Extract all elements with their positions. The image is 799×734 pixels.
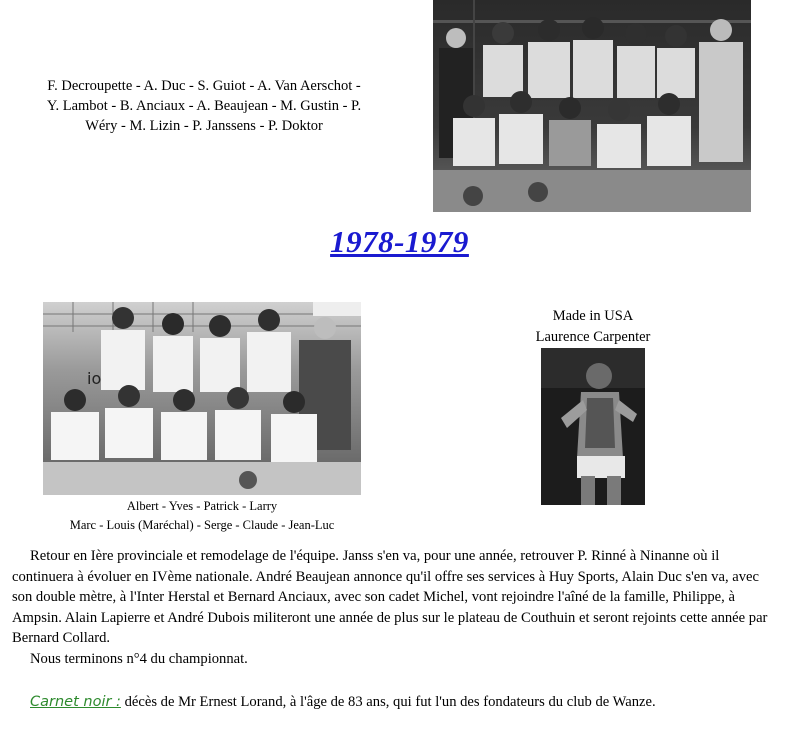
usa-caption-line-2: Laurence Carpenter (535, 329, 651, 345)
team-photo-1978-1979-image (43, 302, 361, 495)
season-title: 1978-1979 (330, 224, 469, 259)
obituary-note (30, 694, 790, 711)
team-photo-previous-season-image (433, 0, 751, 212)
team-photo-previous-season (433, 0, 751, 212)
svg-text:io: io (87, 369, 102, 388)
usa-player-photo-image (541, 348, 645, 505)
top-names-line-3: Wéry - M. Lizin - P. Janssens - P. Doktor (85, 118, 323, 134)
usa-player-photo (541, 348, 645, 505)
obituary-text: décès de Mr Ernest Lorand, à l'âge de 83 ans, qui fut l'un des fondateurs du club de Wanze. (124, 694, 656, 710)
usa-caption-line-1: Made in USA (552, 308, 634, 324)
top-names-line-1: F. Decroupette - A. Duc - S. Guiot - A. Van Aerschot - (47, 78, 361, 94)
usa-player-caption (500, 306, 686, 348)
team-photo-caption (20, 497, 384, 535)
team-caption-line-2: Marc - Louis (Maréchal) - Serge - Claude - Jean-Luc (69, 518, 335, 532)
story-paragraph-2: Nous terminons n°4 du championnat. (30, 650, 248, 667)
team-caption-line-1: Albert - Yves - Patrick - Larry (126, 499, 278, 513)
top-names-line-2: Y. Lambot - B. Anciaux - A. Beaujean - M. Gustin - P. (46, 98, 362, 114)
team-photo-1978-1979 (43, 302, 361, 495)
season-story (12, 546, 772, 669)
story-paragraph-1: Retour en Ière provinciale et remodelage de l'équipe. Janss s'en va, pour une année, retrouver P. Rinné à Ninanne où il continuera à évoluer en IVème nationale. André Beaujean annonce qu'il offre ses services à Huy Sports, Alain Duc s'en va, avec son double mètre, à l'Inter Herstal et Bernard Anciaux, avec son cadet Michel, vont rejoindre l'aîné de la famille, Philippe, à Ampsin. Alain Lapierre et André Dubois militeront une année de plus sur le plateau de Couthuin et seront rejoints cette année par Bernard Collard. (12, 548, 768, 646)
obituary-label: Carnet noir : (30, 694, 121, 710)
top-team-names (8, 76, 400, 136)
